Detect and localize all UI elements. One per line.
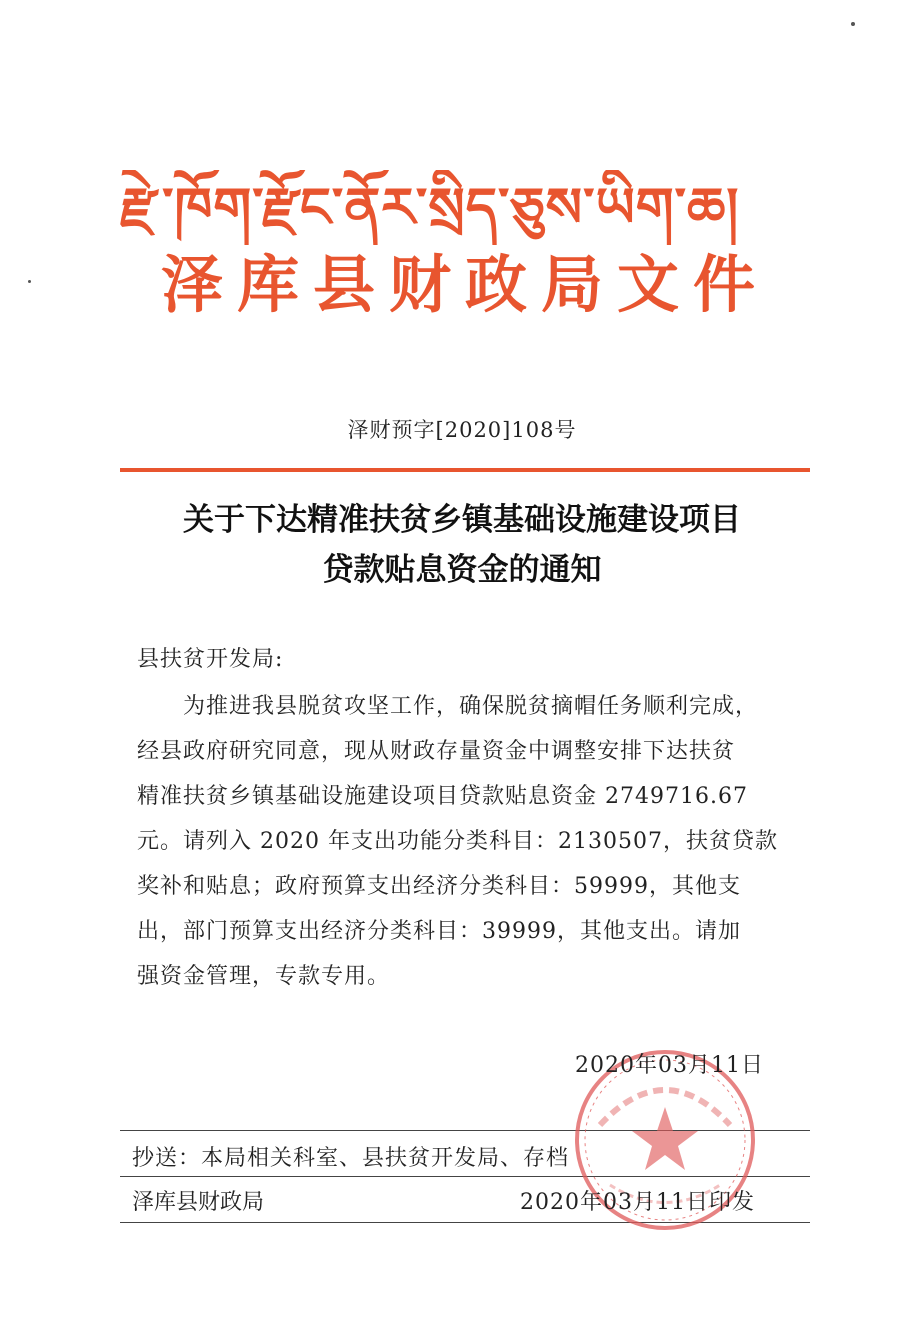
body-line: 精准扶贫乡镇基础设施建设项目贷款贴息资金 2749716.67 — [137, 784, 748, 809]
body-line: 元。请列入 2020 年支出功能分类科目：2130507，扶贫贷款 — [137, 829, 778, 854]
body-line: 经县政府研究同意，现从财政存量资金中调整安排下达扶贫 — [137, 739, 736, 764]
signature-date: 2020年03月11日 — [575, 1053, 764, 1078]
body-line: 强资金管理，专款专用。 — [137, 964, 391, 989]
footer-print-date: 2020年03月11日印发 — [520, 1190, 755, 1215]
body-line: 奖补和贴息；政府预算支出经济分类科目：59999，其他支 — [137, 874, 741, 899]
body-paragraph — [137, 684, 787, 999]
red-separator-rule — [120, 468, 810, 472]
document-title — [0, 495, 924, 595]
scan-speck — [28, 280, 31, 283]
scan-speck — [851, 22, 855, 26]
body-line: 出，部门预算支出经济分类科目：39999，其他支出。请加 — [137, 919, 741, 944]
document-number: 泽财预字[2020]108号 — [347, 418, 577, 442]
body-line: 为推进我县脱贫攻坚工作，确保脱贫摘帽任务顺利完成， — [183, 694, 759, 719]
footer-issuer: 泽库县财政局 — [132, 1190, 265, 1215]
recipient: 县扶贫开发局: — [137, 647, 284, 672]
tibetan-header: རྫེ་ཁོག་རྫོང་ནོར་སྲིད་ཅུས་ཡིག་ཆ། — [120, 176, 740, 239]
cc-list: 抄送：本局相关科室、县扶贫开发局、存档 — [132, 1146, 570, 1171]
title-line-1: 关于下达精准扶贫乡镇基础设施建设项目 — [183, 502, 741, 538]
title-line-2: 贷款贴息资金的通知 — [322, 552, 602, 588]
issuer-title: 泽库县财政局文件 — [160, 248, 769, 321]
